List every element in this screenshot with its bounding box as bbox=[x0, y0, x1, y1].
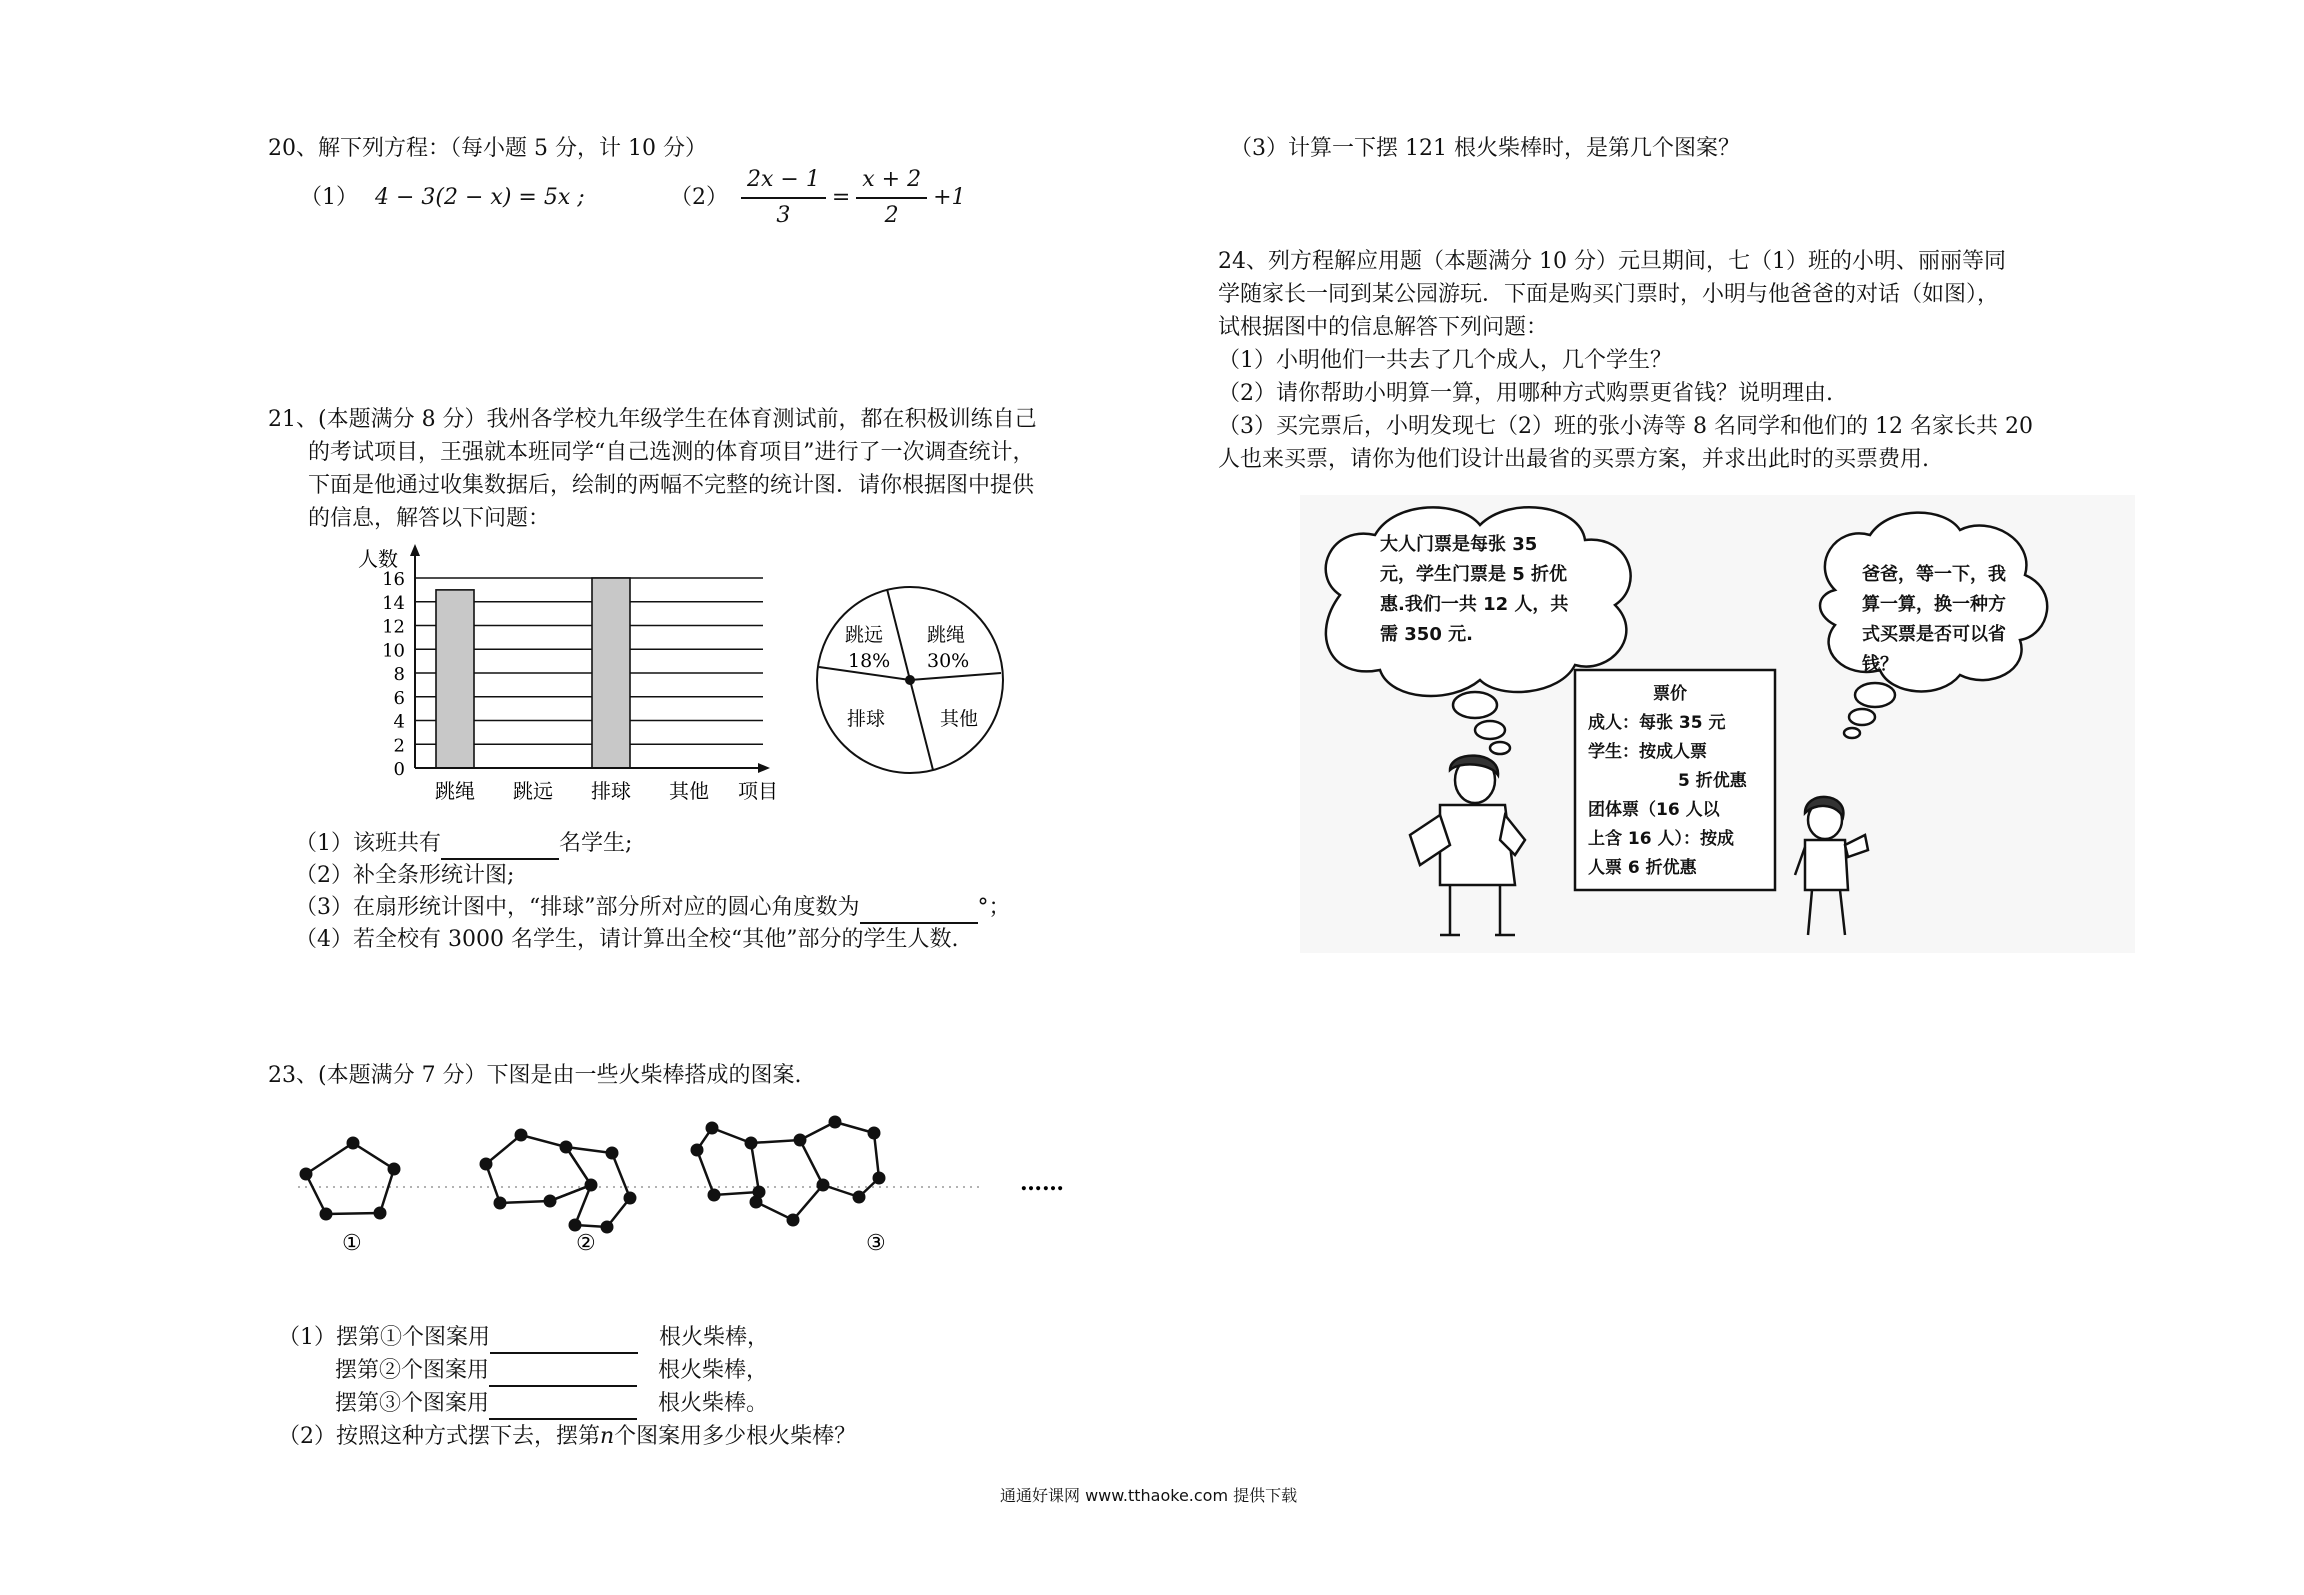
pattern-ellipsis: …… bbox=[1020, 1170, 1064, 1196]
q20-part1-equation: 4 − 3(2 − x) = 5x ; bbox=[375, 185, 585, 210]
father-figure bbox=[1410, 756, 1525, 935]
x-axis-label: 项目 bbox=[738, 779, 778, 803]
y-tick-label: 8 bbox=[393, 664, 405, 685]
boy-figure bbox=[1795, 797, 1868, 935]
q24-line-2: 学随家长一同到某公园游玩．下面是购买门票时，小明与他爸爸的对话（如图）， bbox=[1218, 282, 2000, 307]
pie-label-volleyball: 排球 bbox=[847, 708, 886, 730]
answer-blank[interactable] bbox=[489, 1394, 637, 1420]
x-category-label: 跳远 bbox=[513, 779, 553, 803]
pie-label-rope: 跳绳 bbox=[927, 624, 966, 646]
pie-pct-rope: 30% bbox=[927, 650, 970, 672]
q24-sub3: （3）买完票后，小明发现七（2）班的张小涛等 8 名同学和他们的 12 名家长共 20 bbox=[1218, 414, 2033, 439]
pattern-label-3: ③ bbox=[866, 1231, 886, 1255]
pie-divider-bottom bbox=[910, 680, 933, 770]
x-category-label: 其他 bbox=[669, 779, 709, 803]
pie-chart bbox=[805, 575, 1025, 795]
q21-sub3: （3）在扇形统计图中，“排球”部分所对应的圆心角度数为 °； bbox=[295, 892, 1011, 924]
x-category-label: 排球 bbox=[591, 779, 631, 803]
pattern-1-nodes bbox=[300, 1137, 401, 1221]
y-tick-label: 2 bbox=[393, 735, 405, 757]
q21-line-1: 21、(本题满分 8 分）我州各学校九年级学生在体育测试前，都在积极训练自己 bbox=[268, 407, 1037, 432]
cartoon-illustration bbox=[1300, 495, 2135, 953]
matchstick-figures bbox=[280, 1095, 1080, 1255]
fraction-left: $\frac{2x - 1}{3}$ bbox=[741, 163, 826, 233]
footer-source: 通通好课网 www.tthaoke.com 提供下载 bbox=[1000, 1486, 1298, 1505]
q24-line-1: 24、列方程解应用题（本题满分 10 分）元旦期间，七（1）班的小明、丽丽等同 bbox=[1218, 249, 2006, 274]
pie-divider-right bbox=[910, 673, 1001, 680]
q20-part2-label: （2） bbox=[670, 185, 728, 210]
q23-sub3: （3）计算一下摆 121 根火柴棒时，是第几个图案？ bbox=[1230, 136, 1740, 161]
q23-sub1-line2: 摆第②个图案用 根火柴棒， bbox=[335, 1355, 768, 1387]
pattern-1 bbox=[306, 1143, 394, 1214]
x-axis-arrow bbox=[758, 763, 770, 773]
q21-sub1: （1）该班共有 名学生; bbox=[295, 828, 632, 860]
q23-sub1-line3: 摆第③个图案用 根火柴棒。 bbox=[335, 1388, 768, 1420]
q21-line-3: 下面是他通过收集数据后，绘制的两幅不完整的统计图．请你根据图中提供 bbox=[308, 473, 1035, 498]
y-tick-label: 12 bbox=[382, 616, 405, 638]
pie-label-other: 其他 bbox=[940, 708, 979, 730]
pie-pct-jumpfar: 18% bbox=[848, 650, 891, 672]
answer-blank[interactable] bbox=[441, 834, 559, 860]
q24-sub1: （1）小明他们一共去了几个成人，几个学生？ bbox=[1218, 348, 1672, 373]
y-tick-label: 16 bbox=[382, 569, 405, 590]
pattern-3 bbox=[697, 1122, 879, 1220]
right-bubble-text: 爸爸，等一下，我 算一算，换一种方 式买票是否可以省 钱？ bbox=[1862, 564, 2006, 675]
y-tick-label: 0 bbox=[393, 759, 405, 780]
q21-sub2: （2）补全条形统计图; bbox=[295, 863, 515, 888]
pattern-label-1: ① bbox=[342, 1231, 362, 1255]
pattern-label-2: ② bbox=[576, 1231, 596, 1255]
q20-part1-label: （1） bbox=[300, 185, 358, 210]
y-tick-label: 4 bbox=[393, 711, 405, 733]
q23-title: 23、(本题满分 7 分）下图是由一些火柴棒搭成的图案. bbox=[268, 1063, 802, 1088]
answer-blank[interactable] bbox=[860, 898, 978, 924]
pie-center bbox=[905, 675, 915, 685]
bar-2 bbox=[592, 578, 630, 768]
q21-line-4: 的信息，解答以下问题： bbox=[308, 506, 551, 531]
q20-title: 20、解下列方程：（每小题 5 分，计 10 分） bbox=[268, 136, 707, 161]
y-tick-label: 6 bbox=[393, 687, 405, 709]
pie-divider-top bbox=[887, 589, 910, 680]
pie-label-jumpfar: 跳远 bbox=[845, 624, 884, 646]
answer-blank[interactable] bbox=[490, 1328, 638, 1354]
y-axis-label: 人数 bbox=[358, 547, 398, 571]
q24-sub2: （2）请你帮助小明算一算，用哪种方式购票更省钱？说明理由. bbox=[1218, 381, 1833, 406]
left-bubble-text: 大人门票是每张 35 元，学生门票是 5 折优 惠.我们一共 12 人，共 需 350 元. bbox=[1380, 534, 1569, 645]
answer-blank[interactable] bbox=[489, 1361, 637, 1387]
q24-sub3-cont: 人也来买票，请你为他们设计出最省的买票方案，并求出此时的买票费用. bbox=[1218, 447, 1929, 472]
q21-sub4: （4）若全校有 3000 名学生，请计算出全校“其他”部分的学生人数. bbox=[295, 927, 959, 952]
y-tick-label: 14 bbox=[382, 592, 405, 614]
fraction-right: $\frac{x + 2}{2}$ bbox=[856, 163, 927, 233]
price-board-text: 票价 成人：每张 35 元 学生：按成人票 5 折优惠 团体票（16 人以 上含 16 人）：按成 人票 6 折优惠 bbox=[1588, 684, 1747, 878]
q23-sub1: （1）摆第①个图案用 根火柴棒， bbox=[278, 1322, 769, 1354]
x-category-label: 跳绳 bbox=[435, 779, 475, 803]
q23-sub2: （2）按照这种方式摆下去，摆第n个图案用多少根火柴棒？ bbox=[278, 1424, 857, 1449]
bar-0 bbox=[436, 590, 474, 768]
y-tick-label: 10 bbox=[382, 640, 405, 662]
bar-chart bbox=[330, 540, 830, 810]
y-axis-arrow bbox=[410, 544, 420, 556]
q21-line-2: 的考试项目，王强就本班同学“自己选测的体育项目”进行了一次调查统计， bbox=[308, 440, 1035, 465]
q20-part2-equation: $\frac{2x - 1}{3}$ = $\frac{x + 2}{2}$ +1 bbox=[735, 163, 966, 233]
q24-line-3: 试根据图中的信息解答下列问题： bbox=[1218, 315, 1549, 340]
